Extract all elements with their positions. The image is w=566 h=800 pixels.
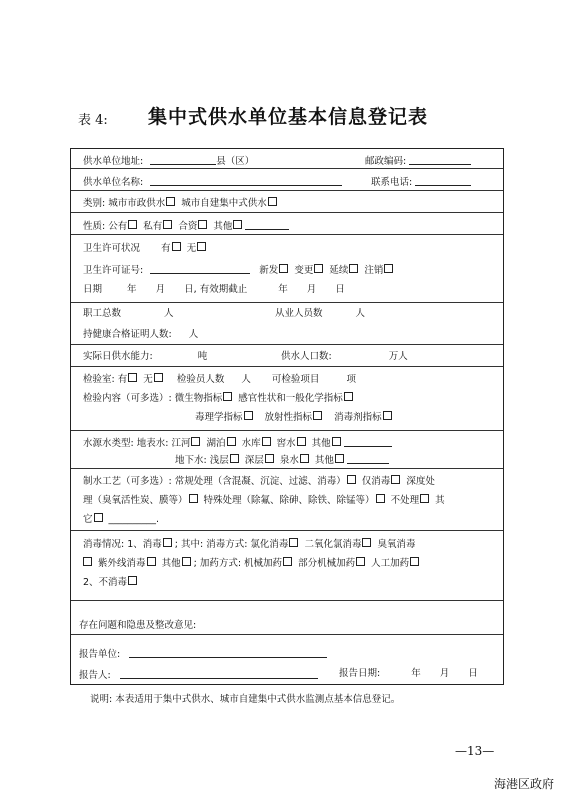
page-title: 集中式供水单位基本信息登记表 [148,106,429,128]
content-sensory-chemical: 感官性状和一般化学指标 [238,393,343,404]
private-checkbox[interactable] [163,220,172,229]
reservoir-checkbox[interactable] [262,437,271,446]
chlorination-checkbox[interactable] [289,538,298,547]
source-water-section [71,431,503,469]
issues-section [71,601,503,635]
lab-has-checkbox[interactable] [128,373,137,382]
lake-label: 湖泊 [206,438,226,449]
category-section [71,191,503,213]
lab-content-label: 检验内容（可多选）: [83,393,172,404]
nature-public: 公有 [108,221,128,232]
nature-joint: 合资 [178,221,198,232]
chlorine-dioxide-label: 二氧化氯消毒 [304,539,362,550]
disinfection-other-checkbox[interactable] [182,557,191,566]
process-advanced-detail: 理（臭氧活性炭、膜等） [83,495,188,506]
health-cert-unit: 人 [188,329,199,340]
population-unit: 万人 [388,351,408,362]
disinfection-yes-label: 消毒情况: 1、消毒 [83,539,162,550]
permit-cancel: 注销 [364,265,384,276]
address-field[interactable] [150,154,216,165]
permit-new: 新发 [259,265,279,276]
lab-section [71,367,503,431]
municipal-checkbox[interactable] [166,197,175,206]
conventional-checkbox[interactable] [347,475,356,484]
report-month: 月 [439,668,450,679]
content-radioactivity: 放射性指标 [264,412,313,423]
shallow-label: 浅层 [209,455,229,466]
advanced-checkbox[interactable] [189,494,198,503]
category-label: 类别: [83,198,106,209]
untreated-checkbox[interactable] [420,494,429,503]
ground-other-checkbox[interactable] [335,454,344,463]
reservoir-label: 水库 [241,438,261,449]
phone-field[interactable] [415,175,471,186]
inspectors-unit: 人 [241,374,251,385]
sensory-chemical-checkbox[interactable] [344,392,353,401]
items-label: 可检验项目 [271,374,320,385]
permit-valid-until: 有效期截止 [199,284,248,295]
content-toxicology: 毒理学指标 [195,412,243,423]
joint-checkbox[interactable] [198,220,207,229]
name-section [71,169,503,191]
disinfection-yes-checkbox[interactable] [163,538,172,547]
permit-cancel-checkbox[interactable] [384,264,393,273]
unit-name-label: 供水单位名称: [83,177,144,188]
nature-private: 私有 [143,221,163,232]
lab-none: 无 [143,374,153,385]
employees-unit: 人 [355,308,366,319]
items-unit: 项 [346,374,356,385]
valid-month: 月 [306,284,317,295]
registration-form [70,148,504,685]
report-unit-field[interactable] [129,647,327,658]
county-label: 县（区） [216,156,255,167]
issues-label: 存在问题和隐患及整改意见: [79,620,197,631]
process-section [71,469,503,531]
disinfection-section [71,531,503,601]
phone-label: 联系电话: [371,177,413,188]
ozone-checkbox[interactable] [83,557,92,566]
permit-year: 年 [127,284,137,295]
permit-day: 日 [184,284,194,295]
postcode-field[interactable] [409,154,471,165]
address-label: 供水单位地址: [83,156,144,167]
staff-section [71,303,503,345]
valid-year: 年 [278,284,288,295]
no-disinfection-label: 2、不消毒 [83,577,128,588]
permit-new-checkbox[interactable] [279,264,288,273]
report-year: 年 [411,668,421,679]
nature-other: 其他 [213,221,233,232]
report-date-label: 报告日期: [339,668,381,679]
source-label: 海港区政府 [493,777,554,791]
page-number: —13— [455,744,495,758]
staff-total-unit: 人 [164,308,174,319]
permit-renew-checkbox[interactable] [349,264,358,273]
title-row [78,100,518,134]
permit-date-label: 日期 [83,284,103,295]
report-day: 日 [468,668,478,679]
lab-label: 检验室: [83,374,115,385]
category-option-self-built: 城市自建集中式供水 [181,198,267,209]
source-label: 水源水类型: [83,438,134,449]
reporter-label: 报告人: [79,670,111,681]
process-other-blank[interactable]: __________. [108,514,160,525]
staff-total-label: 职工总数 [83,308,122,319]
deep-checkbox[interactable] [265,454,274,463]
dosing-manual-checkbox[interactable] [410,557,419,566]
lab-none-checkbox[interactable] [154,373,163,382]
no-disinfection-checkbox[interactable] [128,576,137,585]
permit-renew: 延续 [329,265,349,276]
cellar-water-label: 窖水 [276,438,296,449]
nature-section [71,213,503,235]
health-cert-label: 持健康合格证明人数: [83,329,172,340]
dosing-partial-checkbox[interactable] [356,557,365,566]
toxicology-checkbox[interactable] [244,411,253,420]
river-checkbox[interactable] [191,437,200,446]
supply-section [71,345,503,367]
disinfection-chlorination: ; 其中: 消毒方式: 氯化消毒 [174,539,289,550]
dosing-mechanical-label: ; 加药方式: 机械加药 [193,558,283,569]
process-other-start: 其 [435,495,445,506]
permit-change-checkbox[interactable] [314,264,323,273]
permit-section: 卫生许可状况 有 无 卫生许可证号: 新发 变更 延续 注销 日期 年 月 日, 有效期截止 年 月 日 [71,235,503,303]
surface-other-label: 其他 [311,438,331,449]
other-nature-checkbox[interactable] [233,220,242,229]
permit-number-label: 卫生许可证号: [83,265,144,276]
process-untreated: 不处理 [390,495,420,506]
unit-name-field[interactable] [150,175,342,186]
surface-other-checkbox[interactable] [332,437,341,446]
process-disinfect-only: 仅消毒 [361,476,391,487]
spring-label: 泉水 [279,455,299,466]
inspectors-label: 检验员人数 [176,374,225,385]
uv-label: 紫外线消毒 [98,558,146,569]
process-other-checkbox[interactable] [94,513,103,522]
dosing-manual-label: 人工加药 [371,558,410,569]
shallow-checkbox[interactable] [230,454,239,463]
surface-other-field[interactable] [344,436,392,447]
lake-checkbox[interactable] [227,437,236,446]
public-checkbox[interactable] [128,220,137,229]
disinfection-other-label: 其他 [161,558,181,569]
cellar-water-checkbox[interactable] [297,437,306,446]
report-unit-label: 报告单位: [79,649,121,660]
ton-unit: 吨 [197,351,208,362]
other-nature-field[interactable] [245,219,289,230]
process-conventional: 制水工艺（可多选）: 常规处理（含混凝、沉淀、过滤、消毒） [83,476,346,487]
valid-day: 日 [335,284,345,295]
disinfect-only-checkbox[interactable] [391,475,400,484]
permit-no-checkbox[interactable] [197,242,206,251]
form-note: 说明: 本表适用于集中式供水、城市自建集中式供水监测点基本信息登记。 [90,694,401,705]
permit-yes: 有 [161,243,171,254]
process-advanced: 深度处 [406,476,435,487]
ground-water-label: 地下水: [175,455,207,466]
deep-label: 深层 [244,455,264,466]
permit-number-field[interactable] [150,263,250,274]
spring-checkbox[interactable] [300,454,309,463]
nature-label: 性质: [83,221,106,232]
content-microbial: 微生物指标 [174,393,223,404]
ground-other-field[interactable] [347,453,389,464]
dosing-partial-label: 部分机械加药 [298,558,356,569]
process-other-end: 它 [83,514,93,525]
employees-label: 从业人员数 [275,308,323,319]
daily-capacity-label: 实际日供水能力: [83,351,153,362]
table-number: 表 4: [78,113,108,128]
self-built-checkbox[interactable] [268,197,277,206]
address-section [71,149,503,169]
lab-has: 有 [117,374,128,385]
population-label: 供水人口数: [281,351,332,362]
process-special: 特殊处理（除氟、除砷、除铁、除锰等） [203,495,375,506]
special-checkbox[interactable] [376,494,385,503]
uv-checkbox[interactable] [147,557,156,566]
ground-other-label: 其他 [314,455,334,466]
permit-month: 月 [155,284,166,295]
dosing-mechanical-checkbox[interactable] [283,557,292,566]
chlorine-dioxide-checkbox[interactable] [362,538,371,547]
disinfectant-checkbox[interactable] [383,411,392,420]
permit-yes-checkbox[interactable] [172,242,181,251]
river-label: 江河 [171,438,191,449]
radioactivity-checkbox[interactable] [313,411,322,420]
reporter-section [71,635,503,685]
microbial-checkbox[interactable] [223,392,232,401]
category-option-municipal: 城市市政供水 [108,198,166,209]
permit-change: 变更 [294,265,314,276]
reporter-field[interactable] [120,668,318,679]
postcode-label: 邮政编码: [365,156,407,167]
permit-status-label: 卫生许可状况 [83,243,141,254]
permit-no: 无 [186,243,197,254]
content-disinfectant: 消毒剂指标 [334,412,382,423]
surface-water-label: 地表水: [136,438,169,449]
ozone-label: 臭氧消毒 [377,539,416,550]
